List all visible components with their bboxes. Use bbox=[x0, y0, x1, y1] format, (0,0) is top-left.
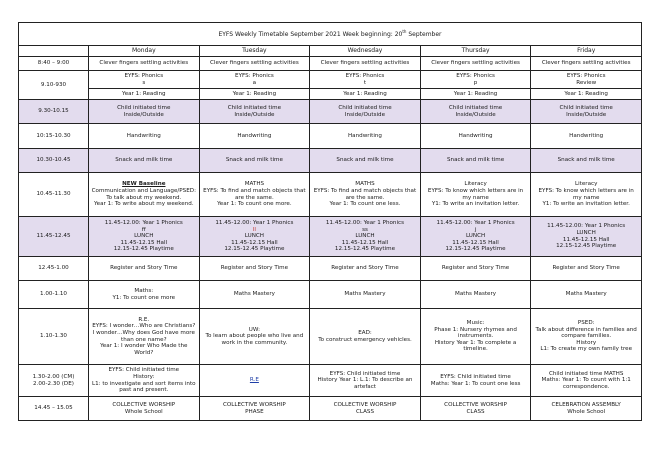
wednesday-worship: COLLECTIVE WORSHIP CLASS bbox=[310, 397, 421, 421]
session-cell: Clever fingers settling activities bbox=[531, 57, 642, 71]
session-cell: Child initiated time Inside/Outside bbox=[89, 100, 200, 124]
timetable-title bbox=[19, 23, 642, 46]
thursday-lesson: Music: Phase 1: Nursery rhymes and instruments. History Year 1: To complete a timeline. bbox=[420, 309, 531, 365]
session-cell: Register and Story Time bbox=[199, 257, 310, 281]
playtime: 12.15-12.45 Playtime bbox=[113, 246, 174, 253]
day-thursday: Thursday bbox=[420, 46, 531, 57]
time-cell: 12.45-1.00 bbox=[19, 257, 89, 281]
session-cell: Snack and milk time bbox=[89, 149, 200, 173]
title-superscript: th bbox=[402, 29, 407, 35]
hall-time: 11.45-12.15 Hall bbox=[562, 236, 610, 243]
tuesday-lunch bbox=[199, 217, 310, 257]
session-cell: Handwriting bbox=[420, 124, 531, 149]
row-snack bbox=[19, 149, 642, 173]
day-header-row bbox=[19, 46, 642, 57]
phonics-time: 11.45-12.00: Year 1 Phonics bbox=[215, 220, 294, 227]
time-header bbox=[19, 46, 89, 57]
playtime: 12.15-12.45 Playtime bbox=[334, 246, 396, 253]
wednesday-lesson: MATHS EYFS: To find and match objects that are the same. Year 1: To count one less. bbox=[310, 173, 421, 217]
reading-cell: Year 1: Reading bbox=[199, 89, 310, 100]
session-cell: Register and Story Time bbox=[89, 257, 200, 281]
session-cell: Child initiated time Inside/Outside bbox=[420, 100, 531, 124]
time-cell: 10.30-10.45 bbox=[19, 149, 89, 173]
time-cell: 11.45-12.45 bbox=[19, 217, 89, 257]
reading-cell: Year 1: Reading bbox=[531, 89, 642, 100]
row-maths bbox=[19, 281, 642, 309]
phonics-cell: EYFS: Phonics t bbox=[310, 71, 421, 89]
wednesday-lunch bbox=[310, 217, 421, 257]
session-cell: Maths Mastery bbox=[531, 281, 642, 309]
session-cell: Clever fingers settling activities bbox=[89, 57, 200, 71]
row-child-initiated bbox=[19, 100, 642, 124]
time-cell: 1.10-1.30 bbox=[19, 309, 89, 365]
time-cell: 10.45-11.30 bbox=[19, 173, 89, 217]
thursday-lesson: Literacy EYFS: To know which letters are in my name Y1: To write an invitation letter. bbox=[420, 173, 531, 217]
title-suffix: September bbox=[406, 31, 442, 39]
phonics-cell: EYFS: Phonics Review bbox=[531, 71, 642, 89]
friday-lunch bbox=[531, 217, 642, 257]
phonics-time: 11.45-12.00: Year 1 Phonics bbox=[325, 220, 405, 227]
session-cell: Handwriting bbox=[89, 124, 200, 149]
hall-time: 11.45-12.15 Hall bbox=[120, 239, 168, 246]
title-text: EYFS Weekly Timetable September 2021 Week beginning: 20 bbox=[218, 31, 403, 39]
time-cell: 9.10-930 bbox=[19, 71, 89, 100]
time-cell: 8:40 – 9:00 bbox=[19, 57, 89, 71]
session-cell: Register and Story Time bbox=[420, 257, 531, 281]
hall-time: 11.45-12.15 Hall bbox=[452, 239, 499, 246]
time-cell: 1.00-1.10 bbox=[19, 281, 89, 309]
phonics-cell: EYFS: Phonics s bbox=[89, 71, 200, 89]
session-cell: Snack and milk time bbox=[199, 149, 310, 173]
thursday-lunch bbox=[420, 217, 531, 257]
row-clever-fingers bbox=[19, 57, 642, 71]
phonics-cell: EYFS: Phonics p bbox=[420, 71, 531, 89]
phonics-letter: ll bbox=[252, 226, 256, 233]
baseline-heading: NEW Baseline bbox=[122, 181, 166, 188]
monday-lesson bbox=[89, 173, 200, 217]
phonics-letter: ff bbox=[141, 226, 146, 233]
wednesday-lesson: EAD: To construct emergency vehicles. bbox=[310, 309, 421, 365]
session-cell: Handwriting bbox=[531, 124, 642, 149]
row-worship bbox=[19, 397, 642, 421]
session-cell: Register and Story Time bbox=[310, 257, 421, 281]
reading-cell: Year 1: Reading bbox=[420, 89, 531, 100]
day-monday: Monday bbox=[89, 46, 200, 57]
time-cell: 9.30-10.15 bbox=[19, 100, 89, 124]
time-cell: 14.45 – 15.05 bbox=[19, 397, 89, 421]
time-cell: 1.30-2.00 (CM) 2.00-2.30 (DE) bbox=[19, 365, 89, 397]
title-row bbox=[19, 23, 642, 46]
phonics-letter: ss bbox=[362, 226, 368, 233]
phonics-letter: j bbox=[474, 226, 477, 233]
row-lunch bbox=[19, 217, 642, 257]
wednesday-lesson: EYFS: Child initiated time History Year 1: L.1: To describe an artefact bbox=[310, 365, 421, 397]
hall-time: 11.45-12.15 Hall bbox=[341, 239, 389, 246]
session-cell: Maths Mastery bbox=[420, 281, 531, 309]
reading-cell: Year 1: Reading bbox=[310, 89, 421, 100]
phonics-cell: EYFS: Phonics a bbox=[199, 71, 310, 89]
playtime: 12.15-12.45 Playtime bbox=[556, 243, 617, 250]
time-cell: 10:15-10.30 bbox=[19, 124, 89, 149]
lesson-text: Communication and Language/PSED: To talk about my weekend. Year 1: To write about my weekend. bbox=[91, 187, 196, 208]
friday-worship: CELEBRATION ASSEMBLY Whole School bbox=[531, 397, 642, 421]
lunch-label: LUNCH bbox=[244, 233, 264, 240]
playtime: 12.15-12.45 Playtime bbox=[224, 246, 285, 253]
session-cell: Child initiated time Inside/Outside bbox=[531, 100, 642, 124]
monday-maths: Maths: Y1: To count one more bbox=[89, 281, 200, 309]
session-cell: Clever fingers settling activities bbox=[310, 57, 421, 71]
session-cell: Child initiated time Inside/Outside bbox=[199, 100, 310, 124]
monday-worship: COLLECTIVE WORSHIP Whole School bbox=[89, 397, 200, 421]
friday-lesson: Literacy EYFS: To know which letters are in my name Y1: To write an invitation letter. bbox=[531, 173, 642, 217]
phonics-time: 11.45-12.00: Year 1 Phonics bbox=[104, 220, 183, 227]
thursday-worship: COLLECTIVE WORSHIP CLASS bbox=[420, 397, 531, 421]
row-afternoon-lesson bbox=[19, 309, 642, 365]
monday-lesson: EYFS: Child initiated time History: L1: to investigate and sort items into past and present. bbox=[89, 365, 200, 397]
day-friday: Friday bbox=[531, 46, 642, 57]
session-cell: Clever fingers settling activities bbox=[420, 57, 531, 71]
row-phonics bbox=[19, 71, 642, 89]
hall-time: 11.45-12.15 Hall bbox=[231, 239, 278, 246]
row-register bbox=[19, 257, 642, 281]
phonics-time: 11.45-12.00: Year 1 Phonics bbox=[547, 223, 626, 230]
friday-lesson: Child initiated time MATHS Maths: Year 1: To count with 1:1 correspondence. bbox=[531, 365, 642, 397]
lunch-label: LUNCH bbox=[355, 233, 375, 240]
day-tuesday: Tuesday bbox=[199, 46, 310, 57]
session-cell: Maths Mastery bbox=[199, 281, 310, 309]
friday-lesson: PSED: Talk about difference in families and compare families. History L1: To create my own family tree bbox=[531, 309, 642, 365]
monday-lunch bbox=[89, 217, 200, 257]
lunch-label: LUNCH bbox=[465, 233, 486, 240]
row-handwriting bbox=[19, 124, 642, 149]
tuesday-worship: COLLECTIVE WORSHIP PHASE bbox=[199, 397, 310, 421]
lunch-label: LUNCH bbox=[134, 233, 154, 240]
session-cell: Clever fingers settling activities bbox=[199, 57, 310, 71]
tuesday-lesson bbox=[199, 365, 310, 397]
re-label: R.E bbox=[249, 377, 259, 384]
session-cell: Snack and milk time bbox=[420, 149, 531, 173]
session-cell: Snack and milk time bbox=[310, 149, 421, 173]
reading-cell: Year 1: Reading bbox=[89, 89, 200, 100]
session-cell: Maths Mastery bbox=[310, 281, 421, 309]
day-wednesday: Wednesday bbox=[310, 46, 421, 57]
session-cell: Snack and milk time bbox=[531, 149, 642, 173]
session-cell: Handwriting bbox=[310, 124, 421, 149]
phonics-time: 11.45-12.00: Year 1 Phonics bbox=[436, 220, 515, 227]
thursday-lesson: EYFS: Child initiated time Maths: Year 1: To count one less bbox=[420, 365, 531, 397]
playtime: 12.15-12.45 Playtime bbox=[445, 246, 506, 253]
tuesday-lesson: MATHS EYFS: To find and match objects that are the same. Year 1: To count one more. bbox=[199, 173, 310, 217]
session-cell: Handwriting bbox=[199, 124, 310, 149]
lunch-label: LUNCH bbox=[576, 229, 596, 236]
row-morning-lesson bbox=[19, 173, 642, 217]
monday-lesson: R.E. EYFS: I wonder…Who are Christians? I wonder…Why does God have more than one name? Year 1: I wonder Who Made the World? bbox=[89, 309, 200, 365]
session-cell: Register and Story Time bbox=[531, 257, 642, 281]
tuesday-lesson: UW: To learn about people who live and work in the community. bbox=[199, 309, 310, 365]
row-reading bbox=[19, 89, 642, 100]
session-cell: Child initiated time Inside/Outside bbox=[310, 100, 421, 124]
row-late-afternoon bbox=[19, 365, 642, 397]
timetable bbox=[18, 22, 642, 421]
